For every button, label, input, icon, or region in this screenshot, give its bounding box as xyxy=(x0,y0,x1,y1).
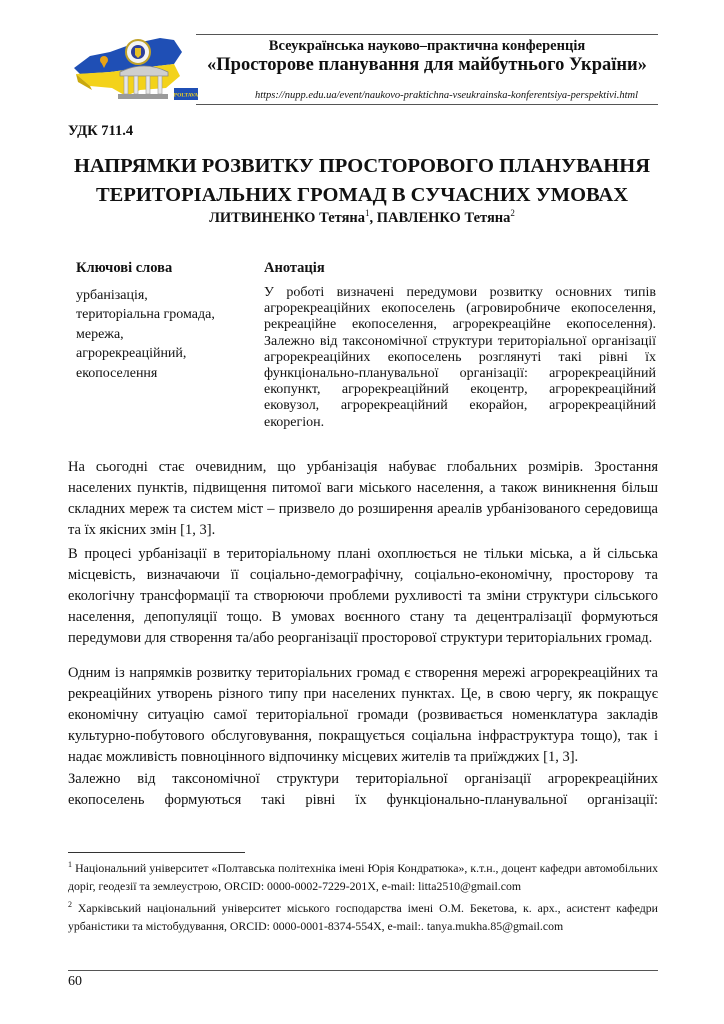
footnote-separator xyxy=(68,852,245,853)
keyword-item: мережа, xyxy=(76,326,124,342)
keyword-item: екопоселення xyxy=(76,365,158,381)
footnote-2 xyxy=(68,896,658,935)
article-title-line-2: ТЕРИТОРІАЛЬНИХ ГРОМАД В СУЧАСНИХ УМОВАХ xyxy=(95,184,629,206)
conference-name: Всеукраїнська науково–практична конференція xyxy=(268,38,586,54)
footnote-1-mark: 1 xyxy=(68,860,72,869)
body-paragraph-4: Залежно від таксономічної структури територіальної організації агрорекреаційних екопоселень формуються такі рівні їх функціонально-планувальної організації: xyxy=(68,771,658,808)
author-1-footnote-mark[interactable]: 1 xyxy=(365,208,370,218)
conference-url-link[interactable]: https://nupp.edu.ua/event/naukovo-praktichna-vseukrainska-konferentsiya-perspektivi.html xyxy=(254,90,638,101)
keyword-item: агрорекреаційний, xyxy=(76,346,187,362)
footnote-2-text: Харківський національний університет міського господарства імені О.М. Бекетова, к. арх., асистент кафедри урбаністики та містобудування, ORCID: 0000-0001-8374-554X, e-mail:. tanya.mukha.85@gmail.com xyxy=(68,900,658,933)
conference-title: «Просторове планування для майбутнього України» xyxy=(207,55,647,75)
header-bottom-rule xyxy=(196,104,658,105)
footnote-1 xyxy=(68,856,658,895)
keyword-item: урбанізація, xyxy=(76,288,148,303)
abstract-heading: Анотація xyxy=(264,260,325,276)
page-number: 60 xyxy=(68,974,82,989)
footer-rule xyxy=(68,970,658,971)
author-1-name: ЛИТВИНЕНКО Тетяна xyxy=(209,209,366,226)
article-title xyxy=(60,152,664,210)
body-paragraph-2: В процесі урбанізації в територіальному плані охоплюється не тільки міська, а й сільська місцевість, визначаючи її соціально-демографічну, соціально-економічну, просторову та екологічну трансформації та створюючи проблеми рухливості та зміни структури сільського населення, депопуляції тощо. В умовах воєнного стану та децентралізації формуються передумови для створення та/або реорганізації просторової структури територіальних громад. xyxy=(68,546,658,646)
conference-logo-icon xyxy=(70,30,198,102)
keywords-list xyxy=(76,286,251,383)
header-top-rule xyxy=(196,34,658,35)
body-paragraph-1: На сьогодні стає очевидним, що урбанізація набуває глобальних розмірів. Зростання населених пунктів, підвищення питомої ваги міського населення, а також виникнення більш складних мереж та систем міст – призвело до розширення ареалів урбанізованого середовища та їх якісних змін [1, 3]. xyxy=(68,459,658,538)
footnote-2-mark: 2 xyxy=(68,900,72,909)
udk-code: УДК 711.4 xyxy=(68,123,134,139)
author-2-footnote-mark[interactable]: 2 xyxy=(510,208,515,218)
author-2-name: ПАВЛЕНКО Тетяна xyxy=(376,209,511,226)
author-separator: , xyxy=(369,209,377,226)
body-paragraph-3: Одним із напрямків розвитку територіальних громад є створення мережі агрорекреаційних та рекреаційних утворень різного типу при населених пунктах. Це, в свою чергу, як покращує економічну ситуацію самої територіальної громади (розвивається номенклатура закладів культурно-побутового обслуговування, покращується соціальна інфраструктура тощо), так і надає можливість повноцінного відпочинку місцевих жителів та приїжджих [1, 3]. xyxy=(68,665,658,765)
footnote-1-text: Національний університет «Полтавська політехніка імені Юрія Кондратюка», к.т.н., доцент кафедри автомобільних доріг, геодезії та землеустрою, ORCID: 0000-0002-7229-201X, e-mail: litta2510@gmail.com xyxy=(68,860,658,893)
keyword-item: територіальна громада, xyxy=(76,307,215,323)
keywords-heading: Ключові слова xyxy=(76,260,173,276)
abstract-text: У роботі визначені передумови розвитку основних типів агрорекреаційних екопоселень (агровиробниче екопоселення, рекреаційне екопоселення, агрорекреаційне екопоселення). Залежно від таксономічної структури територіальної організації агрорекреаційних екопоселень розглянуті такі рівні їх функціонально-планувальної організації: агрорекреаційний екопункт, агрорекреаційний екоцентр, агрорекреаційний ековузол, агрорекреаційний екорайон, агрорекреаційний екорегіон. xyxy=(264,285,656,430)
authors xyxy=(60,208,664,227)
article-title-line-1: НАПРЯМКИ РОЗВИТКУ ПРОСТОРОВОГО ПЛАНУВАННЯ xyxy=(73,155,651,177)
logo-caption: POLTAVA xyxy=(173,92,198,99)
